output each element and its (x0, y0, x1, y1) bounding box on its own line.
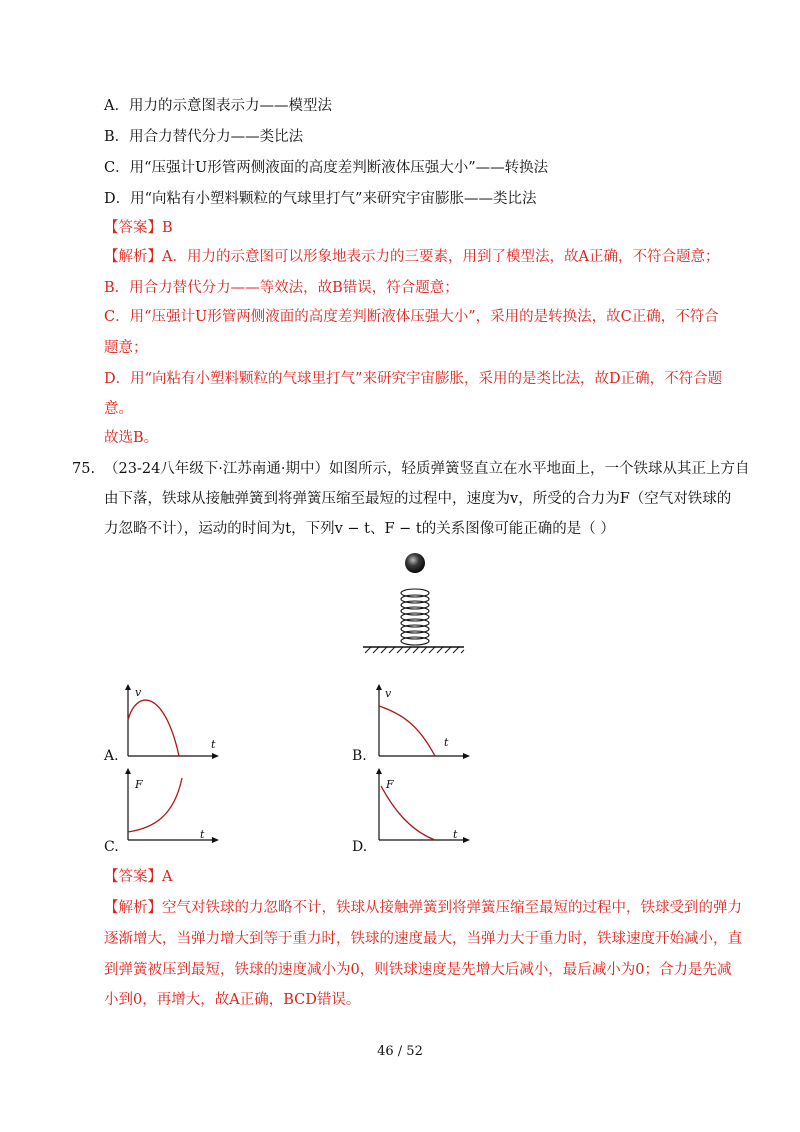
analysis-line-1: 【解析】空气对铁球的力忽略不计，铁球从接触弹簧到将弹簧压缩至最短的过程中，铁球受到的弹力 (104, 900, 742, 916)
graph-c-label: C. (104, 839, 119, 855)
answer-prev: 【答案】B (104, 220, 173, 236)
graph-a-label: A. (104, 748, 119, 764)
graph-c-x-label: t (200, 828, 205, 841)
graph-a-x-label: t (211, 738, 216, 751)
analysis-prev-line-4: 题意； (104, 340, 148, 356)
analysis-prev-line-7: 故选B。 (104, 430, 159, 446)
graph-b-x-label: t (444, 736, 449, 749)
analysis-prev-line-6: 意。 (104, 401, 133, 417)
graph-b-curve (379, 706, 435, 756)
analysis-line-2: 逐渐增大，当弹力增大到等于重力时，铁球的速度最大，当弹力大于重力时，铁球速度开始减小，直 (104, 931, 742, 947)
ground (363, 647, 464, 653)
graph-a-curve (128, 700, 179, 756)
graph-b-y-label: v (385, 687, 392, 700)
graph-d (375, 768, 475, 848)
analysis-line-3: 到弹簧被压到最短，铁球的速度减小为0，则铁球速度是先增大后减小，最后减小为0；合力是先减 (104, 962, 732, 978)
page-number: 46 / 52 (377, 1044, 423, 1059)
question-line-3: 力忽略不计），运动的时间为t，下列v − t、F − t的关系图像可能正确的是（ ） (104, 521, 615, 537)
question-line-2: 由下落，铁球从接触弹簧到将弹簧压缩至最短的过程中，速度为v，所受的合力为F（空气对铁球的 (104, 491, 732, 507)
graph-d-label: D. (352, 839, 368, 855)
question-number: 75. (72, 461, 96, 477)
question-line-1: （23-24八年级下·江苏南通·期中）如图所示，轻质弹簧竖直立在水平地面上，一个铁球从其正上方自 (104, 461, 750, 477)
option-c-prev: C．用“压强计U形管两侧液面的高度差判断液体压强大小”——转换法 (104, 160, 549, 176)
option-d-prev: D．用“向粘有小塑料颗粒的气球里打气”来研究宇宙膨胀——类比法 (104, 191, 537, 207)
graph-d-x-label: t (453, 828, 458, 841)
option-b-prev: B．用合力替代分力——类比法 (104, 129, 304, 145)
graph-a (124, 684, 224, 764)
analysis-prev-line-3: C．用“压强计U形管两侧液面的高度差判断液体压强大小”，采用的是转换法，故C正确，不符合 (104, 309, 719, 325)
iron-ball (405, 553, 425, 573)
graph-c-y-label: F (135, 778, 143, 791)
option-a-prev: A．用力的示意图表示力——模型法 (104, 98, 332, 114)
graph-d-y-label: F (386, 778, 394, 791)
graph-a-y-label: v (135, 686, 142, 699)
analysis-line-4: 小到0，再增大，故A正确，BCD错误。 (104, 992, 361, 1008)
analysis-prev-line-2: B．用合力替代分力——等效法，故B错误，符合题意； (104, 280, 459, 296)
graph-b (375, 684, 475, 764)
analysis-prev-line-5: D．用“向粘有小塑料颗粒的气球里打气”来研究宇宙膨胀，采用的是类比法，故D正确，不符合题 (104, 371, 723, 387)
answer: 【答案】A (104, 869, 173, 885)
spring-ball-figure (360, 545, 470, 655)
analysis-prev-line-1: 【解析】A．用力的示意图可以形象地表示力的三要素，用到了模型法，故A正确，不符合题意； (104, 249, 720, 265)
graph-c (124, 768, 224, 848)
spring (401, 589, 429, 645)
graph-d-curve (381, 786, 435, 840)
graph-b-label: B. (352, 748, 367, 764)
